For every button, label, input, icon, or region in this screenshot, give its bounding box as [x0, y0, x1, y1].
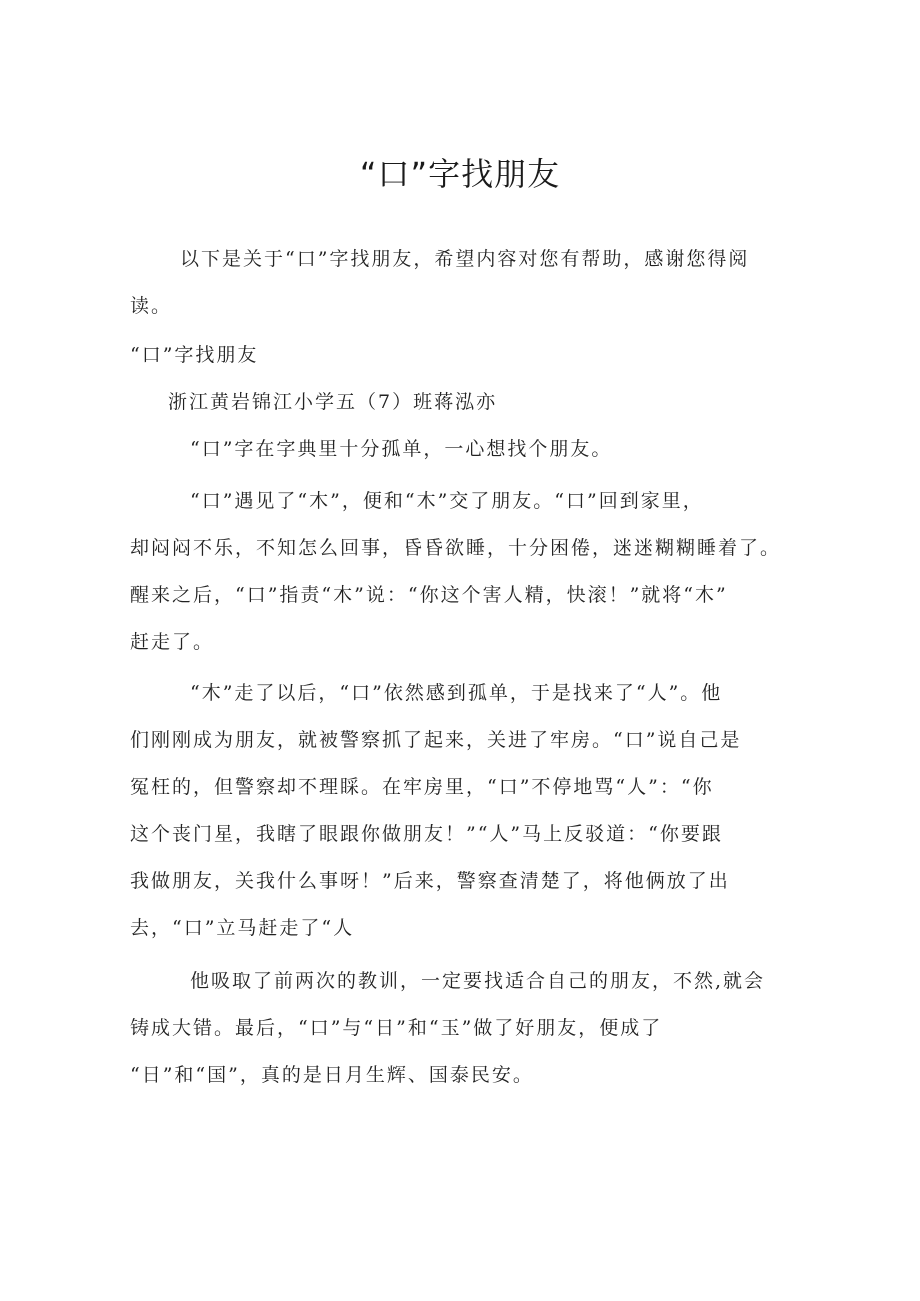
paragraph-3-line-4: 这个丧门星，我瞎了眼跟你做朋友！”“人”马上反驳道：“你要跟: [130, 823, 723, 845]
document-title: “口”字找朋友: [359, 155, 561, 193]
paragraph-2-line-2: 却闷闷不乐，不知怎么回事，昏昏欲睡，十分困倦，迷迷糊糊睡着了。: [130, 537, 782, 559]
paragraph-3-line-6: 去，“口”立马赶走了“人: [130, 917, 355, 939]
subtitle-block: [130, 332, 790, 473]
paragraph-2-line-4: 赶走了。: [130, 631, 215, 653]
paragraph-3-line-2: 们刚刚成为朋友，就被警察抓了起来，关进了牢房。“口”说自己是: [130, 729, 742, 751]
intro-line-1: 以下是关于“口”字找朋友，希望内容对您有帮助，感谢您得阅: [180, 248, 750, 270]
paragraph-4: [130, 958, 790, 1099]
author-line: 浙江黄岩锦江小学五（7）班蒋泓亦: [168, 391, 498, 413]
paragraph-3: [130, 670, 790, 952]
paragraph-4-line-2: 铸成大错。最后，“口”与“日”和“玉”做了好朋友，便成了: [130, 1017, 663, 1039]
paragraph-3-line-5: 我做朋友，关我什么事呀！”后来，警察查清楚了，将他俩放了出: [130, 870, 730, 892]
paragraph-2-line-3: 醒来之后，“口”指责“木”说：“你这个害人精，快滚！”就将“木”: [130, 584, 728, 606]
intro-paragraph: [130, 236, 790, 330]
intro-line-2: 读。: [130, 295, 173, 317]
paragraph-3-line-1: “木”走了以后，“口”依然感到孤单，于是找来了“人”。他: [190, 682, 723, 704]
paragraph-4-line-3: “日”和“国”，真的是日月生辉、国泰民安。: [130, 1064, 534, 1086]
paragraph-4-line-1: 他吸取了前两次的教训，一定要找适合自己的朋友，不然,就会: [190, 970, 766, 992]
subtitle: “口”字找朋友: [130, 344, 259, 366]
paragraph-1: “口”字在字典里十分孤单，一心想找个朋友。: [190, 438, 613, 460]
paragraph-2-line-1: “口”遇见了“木”，便和“木”交了朋友。“口”回到家里，: [190, 490, 704, 512]
paragraph-2: [130, 478, 790, 666]
paragraph-3-line-3: 冤枉的，但警察却不理睬。在牢房里，“口”不停地骂“人”：“你: [130, 776, 714, 798]
